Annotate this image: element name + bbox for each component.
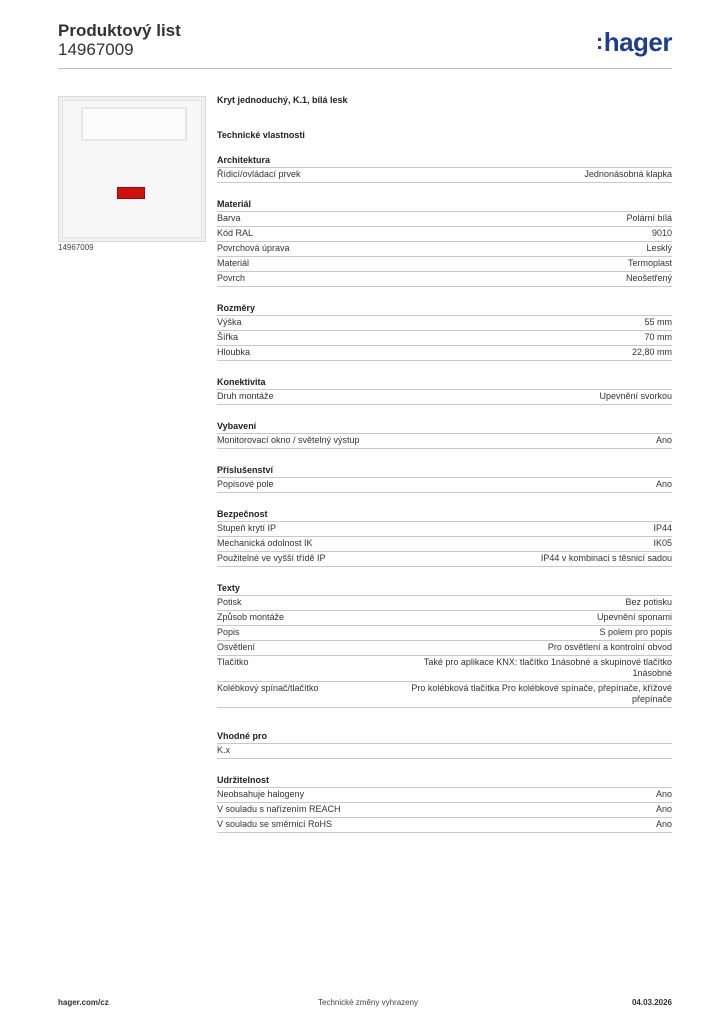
spec-label: Kolébkový spínač/tlačítko — [217, 683, 319, 693]
spec-label: Neobsahuje halogeny — [217, 789, 305, 799]
spec-label: Použitelné ve vyšší třídě IP — [217, 553, 326, 563]
product-name: Kryt jednoduchý, K.1, bílá lesk — [217, 95, 348, 105]
spec-row — [217, 682, 672, 708]
spec-value: Ano — [655, 435, 672, 445]
spec-label: Potisk — [217, 597, 242, 607]
label-window — [81, 107, 187, 141]
spec-row — [217, 478, 672, 493]
spec-row — [217, 803, 672, 818]
spec-content — [217, 94, 672, 833]
spec-label: Stupeň krytí IP — [217, 523, 277, 533]
spec-label: Výška — [217, 317, 242, 327]
spec-label: Barva — [217, 213, 241, 223]
spec-value: Lesklý — [646, 243, 672, 253]
spec-label: Povrch — [217, 273, 246, 283]
spec-label: Šířka — [217, 332, 239, 342]
red-indicator-lens — [117, 187, 145, 199]
spec-row — [217, 390, 672, 405]
footer-date: 04.03.2026 — [631, 998, 672, 1007]
spec-value: 22,80 mm — [631, 347, 672, 357]
section-title: Texty — [217, 582, 672, 596]
spec-label: V souladu se směrnicí RoHS — [217, 819, 333, 829]
spec-value: Neošetřený — [625, 273, 672, 283]
spec-label: K.x — [217, 745, 231, 755]
spec-sections — [217, 154, 672, 833]
section-title: Konektivita — [217, 376, 672, 390]
spec-value: Termoplast — [627, 258, 672, 268]
spec-label: Popisové pole — [217, 479, 274, 489]
spec-row — [217, 537, 672, 552]
section-title: Materiál — [217, 198, 672, 212]
spec-row — [217, 272, 672, 287]
section-title: Udržitelnost — [217, 774, 672, 788]
spec-label: Mechanická odolnost IK — [217, 538, 313, 548]
spec-label: Materiál — [217, 258, 250, 268]
page-title: Produktový list — [58, 21, 181, 40]
spec-row — [217, 744, 672, 759]
spec-value: Ano — [655, 789, 672, 799]
spec-row — [217, 552, 672, 567]
spec-value: IK05 — [653, 538, 672, 548]
spec-row — [217, 522, 672, 537]
section-title: Příslušenství — [217, 464, 672, 478]
spec-label: Hloubka — [217, 347, 251, 357]
spec-label: Řídicí/ovládací prvek — [217, 169, 301, 179]
spec-value: Ano — [655, 819, 672, 829]
cover-plate — [62, 100, 202, 238]
spec-label: Způsob montáže — [217, 612, 285, 622]
logo-text: hager — [603, 27, 672, 57]
spec-row — [217, 212, 672, 227]
section-title: Vybavení — [217, 420, 672, 434]
spec-label: Tlačítko — [217, 657, 249, 667]
spec-label: Monitorovací okno / světelný výstup — [217, 435, 360, 445]
spec-value: 55 mm — [644, 317, 672, 327]
spec-value: S polem pro popis — [599, 627, 672, 637]
spec-label: Povrchová úprava — [217, 243, 290, 253]
spec-label: Osvětlení — [217, 642, 256, 652]
spec-label: V souladu s nařízením REACH — [217, 804, 341, 814]
spec-value: 70 mm — [644, 332, 672, 342]
spec-value: Ano — [655, 804, 672, 814]
spec-label: Druh montáže — [217, 391, 274, 401]
spec-row — [217, 242, 672, 257]
section-title: Bezpečnost — [217, 508, 672, 522]
spec-row — [217, 611, 672, 626]
spec-row — [217, 656, 672, 682]
spec-value: IP44 — [653, 523, 672, 533]
spec-value: Polární bílá — [626, 213, 672, 223]
tech-heading: Technické vlastnosti — [217, 130, 305, 140]
spec-row — [217, 788, 672, 803]
image-caption: 14967009 — [58, 243, 94, 252]
spec-label: Popis — [217, 627, 240, 637]
spec-value: Pro kolébková tlačítka Pro kolébkové spínače, přepínače, křížové přepínače — [411, 683, 672, 704]
spec-row — [217, 346, 672, 361]
spec-row — [217, 227, 672, 242]
spec-value: Jednonásobná klapka — [584, 169, 672, 179]
product-code: 14967009 — [58, 40, 134, 59]
spec-value: IP44 v kombinaci s těsnicí sadou — [540, 553, 672, 563]
spec-label: Kód RAL — [217, 228, 254, 238]
section-title: Architektura — [217, 154, 672, 168]
spec-row — [217, 257, 672, 272]
spec-row — [217, 641, 672, 656]
hager-logo: :hager — [595, 27, 672, 57]
spec-row — [217, 168, 672, 183]
spec-value: Pro osvětlení a kontrolní obvod — [547, 642, 672, 652]
footer-disclaimer: Technické změny vyhrazeny — [318, 998, 419, 1007]
spec-value: Bez potisku — [625, 597, 672, 607]
footer-website: hager.com/cz — [58, 998, 109, 1007]
spec-row — [217, 331, 672, 346]
spec-value: 9010 — [651, 228, 672, 238]
product-image — [58, 96, 206, 242]
spec-value: Upevnění sponami — [596, 612, 672, 622]
spec-row — [217, 818, 672, 833]
spec-row — [217, 434, 672, 449]
section-title: Vhodné pro — [217, 730, 672, 744]
spec-row — [217, 316, 672, 331]
spec-value: Upevnění svorkou — [599, 391, 672, 401]
spec-row — [217, 626, 672, 641]
spec-value: Ano — [655, 479, 672, 489]
section-title: Rozměry — [217, 302, 672, 316]
spec-value: Také pro aplikace KNX: tlačítko 1násobné a skupinové tlačítko 1násobné — [423, 657, 672, 678]
header-divider — [58, 68, 672, 69]
spec-row — [217, 596, 672, 611]
